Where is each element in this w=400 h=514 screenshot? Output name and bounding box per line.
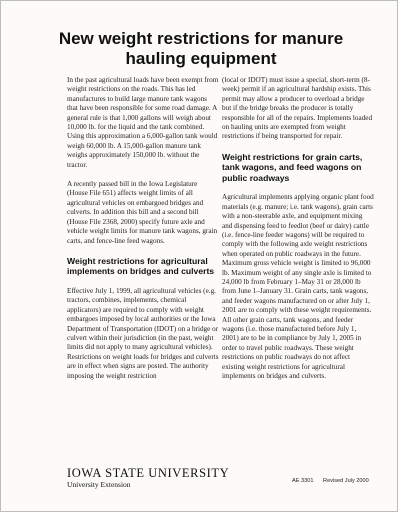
paragraph: Effective July 1, 1999, all agricultural vehicles (e.g. tractors, combines, implements, chemical applicators) are required to comply with weight embargoes imposed by local authorities or the Iowa Department of Transportation (IDOT) on a bridge or culvert within their jurisdiction (in the past, weight limits did not apply to many agricultural vehicles). Restrictions on weight loads for bridges and culverts are in effect when signs are posted. The authority imposing the weight restriction bbox=[67, 286, 219, 380]
left-column bbox=[67, 76, 219, 391]
publication-number: AE 3301 bbox=[292, 478, 314, 484]
section-heading: Weight restrictions for grain carts, tank wagons, and feed wagons on public roadways bbox=[222, 151, 363, 183]
university-name: IOWA STATE UNIVERSITY bbox=[67, 466, 230, 480]
paragraph: (local or IDOT) must issue a special, short-term (8-week) permit if an agricultural hardship exists. This permit may allow a producer to overload a bridge but if the bridge breaks the producer is totally responsible for all of the repairs. Implements loaded on hauling units are exempted from weight restrictions if being transported for repair. bbox=[222, 76, 373, 141]
university-logo bbox=[67, 467, 229, 489]
right-column bbox=[222, 76, 374, 391]
publication-info bbox=[292, 478, 369, 484]
extension-label: University Extension bbox=[67, 480, 131, 489]
document-title: New weight restrictions for manure hauling equipment bbox=[58, 29, 344, 68]
paragraph: In the past agricultural loads have been exempt from weight restrictions on the roads. This has led manufactures to build large manure tank wagons that have been responsible for some road damage. A general rule is that 1,000 gallons will weigh about 10,000 lb. for the liquid and the tank combined. Using this approximation a 6,000-gallon tank would weigh 60,000 lb. A 15,000-gallon manure tank weighs approximately 150,000 lb. without the tractor. bbox=[67, 76, 219, 169]
paragraph: A recently passed bill in the Iowa Legislature (House File 651) affects weight limits of all agricultural vehicles on embargoed bridges and culverts. In addition this bill and a second bill (House File 2368, 2000) specify future axle and vehicle weight limits for manure tank wagons, grain carts, and fence-line feed wagons. bbox=[67, 180, 218, 245]
section-heading: Weight restrictions for agricultural implements on bridges and culverts bbox=[67, 255, 215, 277]
revision-date: Revised July 2000 bbox=[323, 478, 369, 484]
paragraph: Agricultural implements applying organic plant food materials (e.g. manure; i.e. tank wagons), grain carts with a non-steerable axle, and equipment mixing and dispensing feed to feedlot (beef or dairy) cattle (i.e. fence-line feeder wagons) will be required to comply with the following axle weight restrictions when operated on public roadways in the future. Maximum gross vehicle weight is limited to 96,000 lb. Maximum weight of any single axle is limited to 24,000 lb from February 1–May 31 or 28,000 lb from June 1–January 31. Grain carts, tank wagons, and feeder wagons manufactured on or after July 1, 2001 are to comply with these weight requirements. All other grain carts, tank wagons, and feeder wagons (i.e. those manufactured before July 1, 2001) are to be in compliance by July 1, 2005 in order to travel public roadways. These weight restrictions on public roadways do not affect existing weight restrictions for agricultural implements on bridges and culverts. bbox=[222, 193, 374, 381]
